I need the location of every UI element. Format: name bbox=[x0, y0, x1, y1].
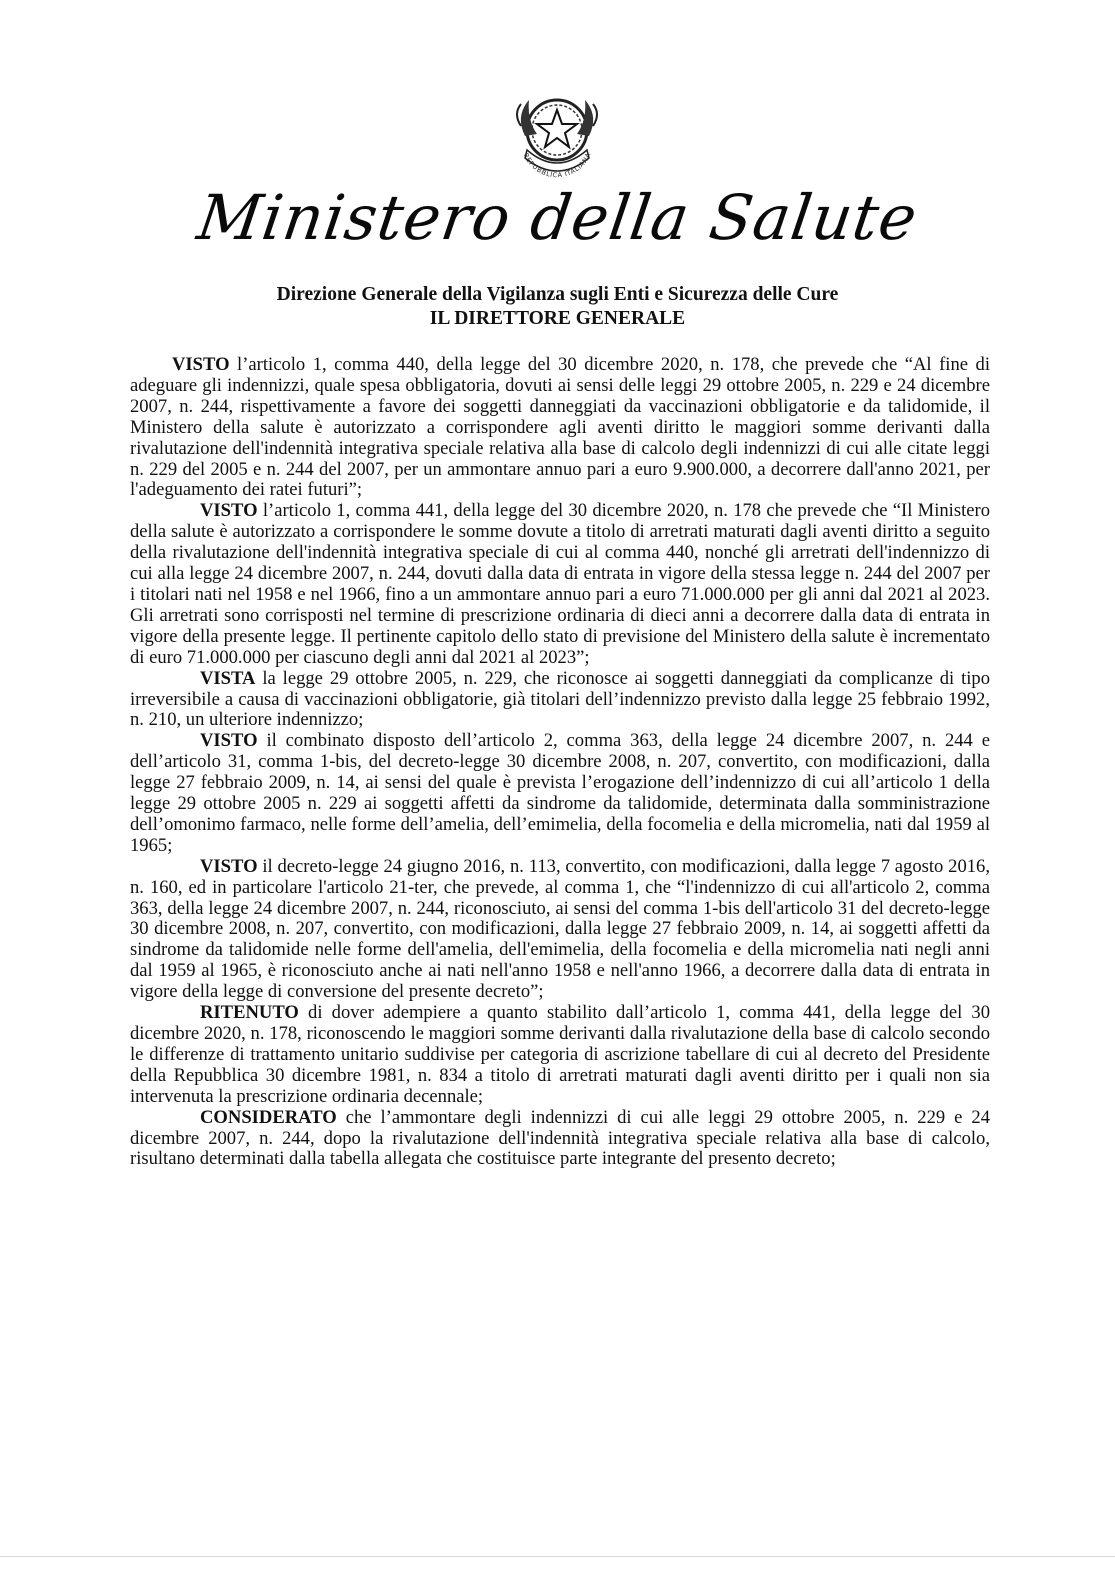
document-body bbox=[130, 355, 990, 1170]
paragraph-keyword: VISTO bbox=[200, 500, 258, 522]
paragraph-keyword: CONSIDERATO bbox=[200, 1106, 337, 1128]
scan-edge-line bbox=[0, 1556, 1115, 1557]
paragraph-text: di dover adempiere a quanto stabilito dall’articolo 1, comma 441, della legge del 30 dicembre 2020, n. 178, riconoscendo le maggiori somme derivanti dalla rivalutazione della base di calcolo secondo le differenze di trattamento unitario suddivise per categoria di ascrizione tabellare di cui al decreto del Presidente della Repubblica 30 dicembre 1981, n. 834 a titolo di arretrati maturati dagli aventi diritto per i quali non sia intervenuta la prescrizione ordinaria decennale; bbox=[130, 1002, 990, 1107]
italian-republic-emblem-icon bbox=[507, 86, 607, 186]
paragraph-keyword: VISTA bbox=[200, 667, 256, 689]
ministry-logo-text: Ministero della Salute bbox=[193, 181, 923, 254]
paragraph-vista-legge-229 bbox=[130, 669, 990, 732]
paragraph-text: il decreto-legge 24 giugno 2016, n. 113, convertito, con modificazioni, dalla legge 7 agosto 2016, n. 160, ed in particolare l'articolo 21-ter, che prevede, al comma 1, che “l'indennizzo di cui all'articolo 2, comma 363, della legge 24 dicembre 2007, n. 244, riconosciuto, ai sensi del comma 1-bis dell'articolo 31 del decreto-legge 30 dicembre 2008, n. 207, convertito, con modificazioni, dalla legge 27 febbraio 2009, n. 14, ai soggetti affetti da sindrome da talidomide nelle forme dell'amelia, dell'emimelia, della focomelia e della micromelia nati negli anni dal 1959 al 1965, è riconosciuto anche ai nati nell'anno 1958 e nell'anno 1966, a decorrere dalla data di entrata in vigore della legge di conversione del presente decreto”; bbox=[130, 855, 990, 1003]
paragraph-keyword: VISTO bbox=[200, 855, 258, 877]
paragraph-keyword: RITENUTO bbox=[200, 1002, 299, 1024]
emblem-banner-text: REPUBBLICA ITALIANA bbox=[521, 151, 593, 180]
paragraph-text: che l’ammontare degli indennizzi di cui alle leggi 29 ottobre 2005, n. 229 e 24 dicembre 2007, n. 244, dopo la rivalutazione dell'indennità integrativa speciale relativa alla base di calcolo, risultano determinati dalla tabella allegata che costituisce parte integrante del presento decreto; bbox=[130, 1106, 990, 1170]
paragraph-visto-combinato-disposto bbox=[130, 731, 990, 856]
paragraph-keyword: VISTO bbox=[200, 730, 258, 752]
director-title: IL DIRETTORE GENERALE bbox=[429, 308, 686, 329]
paragraph-ritenuto bbox=[130, 1003, 990, 1108]
paragraph-text: l’articolo 1, comma 440, della legge del 30 dicembre 2020, n. 178, che prevede che “Al fine di adeguare gli indennizzi, quale spesa obbligatoria, dovuti ai sensi delle leggi 29 ottobre 2005, n. 229 e 24 dicembre 2007, n. 244, rispettivamente a favore dei soggetti danneggiati da vaccinazioni obbligatorie e da talidomide, il Ministero della salute è autorizzato a corrispondere agli aventi diritto le maggiori somme derivanti dalla rivalutazione dell'indennità integrativa speciale relativa alla base di calcolo degli indennizzi di cui alle citate leggi n. 229 del 2005 e n. 244 del 2007, per un ammontare annuo pari a euro 9.900.000, a decorrere dall'anno 2021, per l'adeguamento dei ratei futuri”; bbox=[130, 354, 990, 501]
paragraph-text: l’articolo 1, comma 441, della legge del 30 dicembre 2020, n. 178 che prevede che “Il Ministero della salute è autorizzato a corrispondere le somme dovute a titolo di arretrati maturati dagli aventi diritto a seguito della rivalutazione dell'indennità integrativa speciale di cui al comma 440, nonché gli arretrati dell'indennizzo di cui alla legge 24 dicembre 2007, n. 244, dovuti dalla data di entrata in vigore della stessa legge n. 244 del 2007 per i titolari nati nel 1958 e nel 1966, fino a un ammontare annuo pari a euro 71.000.000 per gli anni dal 2021 al 2023. Gli arretrati sono corrisposti nel termine di prescrizione ordinaria di dieci anni a decorrere dalla data di entrata in vigore della presente legge. Il pertinente capitolo dello stato di previsione del Ministero della salute è incrementato di euro 71.000.000 per ciascuno degli anni dal 2021 al 2023”; bbox=[130, 500, 990, 668]
paragraph-visto-decreto-113 bbox=[130, 857, 990, 1003]
paragraph-visto-comma-441 bbox=[130, 501, 990, 668]
paragraph-keyword: VISTO bbox=[172, 354, 230, 375]
direction-title: Direzione Generale della Vigilanza sugli Enti e Sicurezza delle Cure bbox=[276, 284, 839, 305]
paragraph-visto-comma-440 bbox=[130, 355, 990, 501]
paragraph-text: il combinato disposto dell’articolo 2, comma 363, della legge 24 dicembre 2007, n. 244 e dell’articolo 31, comma 1-bis, del decreto-legge 30 dicembre 2008, n. 207, convertito, con modificazioni, dalla legge 27 febbraio 2009, n. 14, ai sensi del quale è prevista l’erogazione dell’indennizzo di cui all’articolo 1 della legge 29 ottobre 2005 n. 229 ai soggetti affetti da sindrome da talidomide, determinata dalla somministrazione dell’omonimo farmaco, nelle forme dell’amelia, dell’emimelia, della focomelia e della micromelia, nati dal 1959 al 1965; bbox=[130, 730, 990, 856]
document-header bbox=[0, 283, 1115, 331]
paragraph-considerato bbox=[130, 1108, 990, 1171]
paragraph-text: la legge 29 ottobre 2005, n. 229, che riconosce ai soggetti danneggiati da complicanze di tipo irreversibile a causa di vaccinazioni obbligatorie, già titolari dell’indennizzo previsto dalla legge 25 febbraio 1992, n. 210, un ulteriore indennizzo; bbox=[130, 667, 990, 731]
